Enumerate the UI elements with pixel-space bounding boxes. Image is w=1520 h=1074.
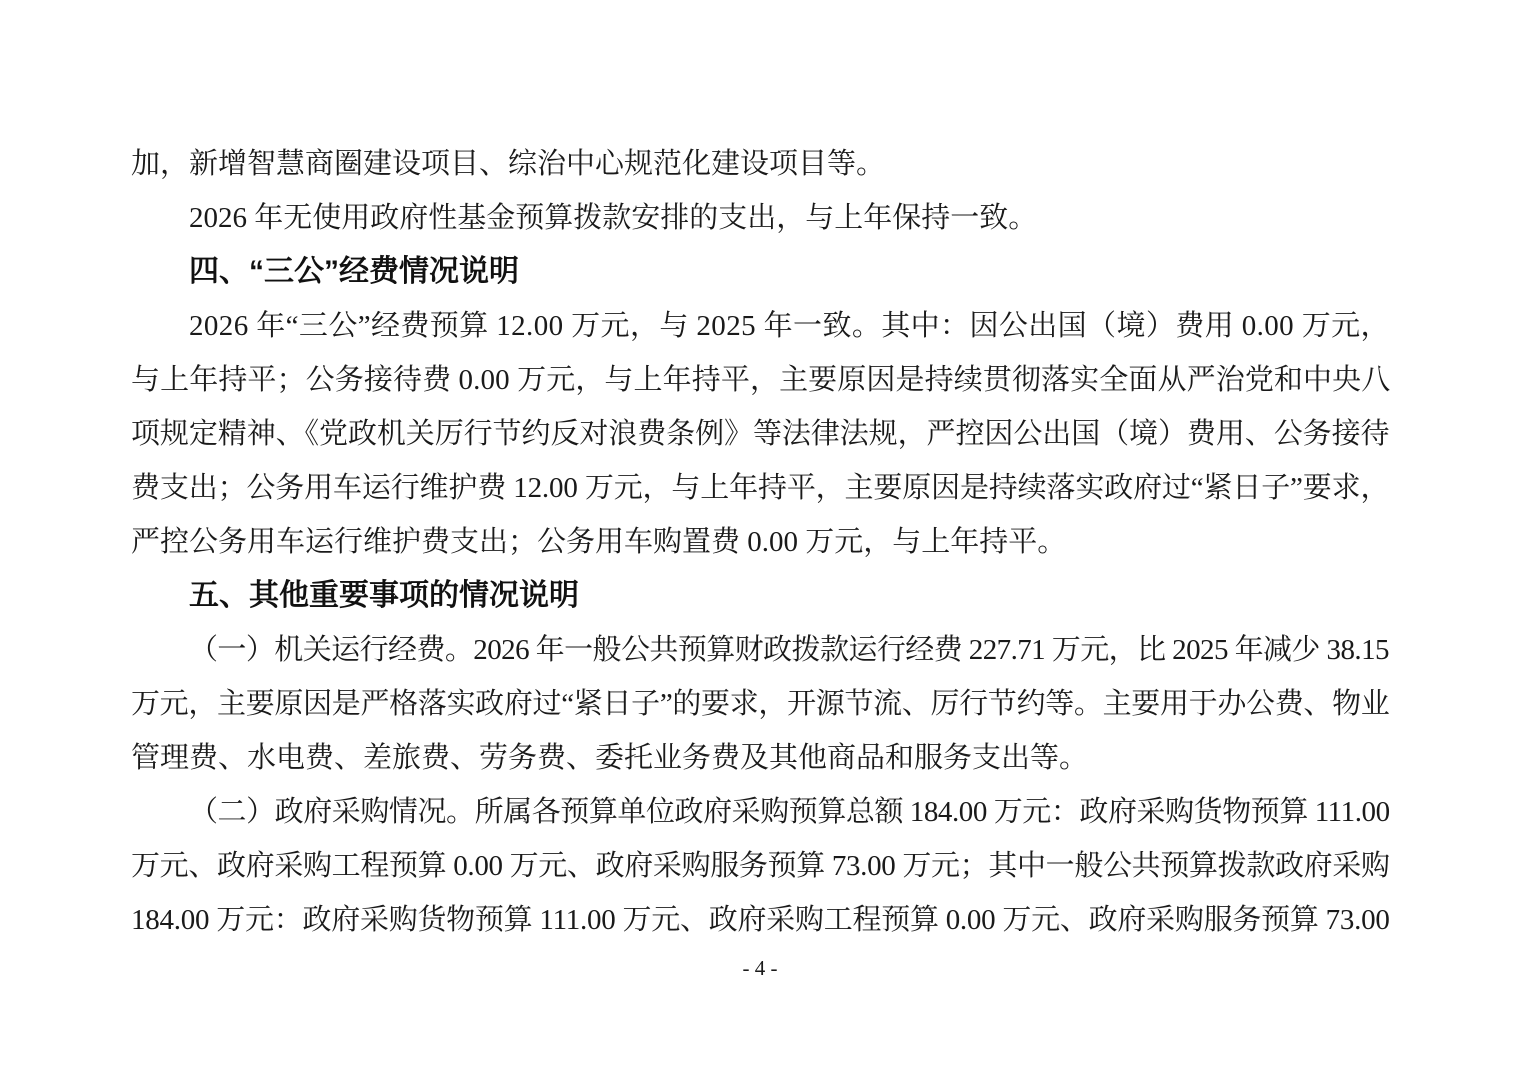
document-body bbox=[131, 137, 1390, 947]
page-footer bbox=[0, 956, 1520, 981]
text-line: 2026 年无使用政府性基金预算拨款安排的支出，与上年保持一致。 bbox=[189, 202, 1038, 234]
text-line: 184.00 万元：政府采购货物预算 111.00 万元、政府采购工程预算 0.00 万元、政府采购服务预算 73.00 bbox=[131, 904, 1390, 936]
text-line: 管理费、水电费、差旅费、劳务费、委托业务费及其他商品和服务支出等。 bbox=[131, 742, 1089, 774]
text-line: 项规定精神、《党政机关厉行节约反对浪费条例》等法律法规，严控因公出国（境）费用、公务接待 bbox=[131, 418, 1390, 450]
text-line: 加，新增智慧商圈建设项目、综治中心规范化建设项目等。 bbox=[131, 148, 886, 180]
text-line: （二）政府采购情况。所属各预算单位政府采购预算总额 184.00 万元：政府采购货物预算 111.00 bbox=[189, 796, 1390, 828]
text-line: 2026 年“三公”经费预算 12.00 万元，与 2025 年一致。其中：因公出国（境）费用 0.00 万元， bbox=[189, 310, 1390, 342]
text-line: （一）机关运行经费。2026 年一般公共预算财政拨款运行经费 227.71 万元，比 2025 年减少 38.15 bbox=[189, 634, 1389, 666]
text-line: 万元、政府采购工程预算 0.00 万元、政府采购服务预算 73.00 万元；其中一般公共预算拨款政府采购 bbox=[131, 850, 1390, 882]
text-line: 费支出；公务用车运行维护费 12.00 万元，与上年持平，主要原因是持续落实政府过“紧日子”要求， bbox=[131, 472, 1390, 504]
text-line: 严控公务用车运行维护费支出；公务用车购置费 0.00 万元，与上年持平。 bbox=[131, 526, 1067, 558]
section-heading: 四、“三公”经费情况说明 bbox=[189, 255, 519, 288]
section-heading: 五、其他重要事项的情况说明 bbox=[189, 579, 579, 612]
text-line: 万元，主要原因是严格落实政府过“紧日子”的要求，开源节流、厉行节约等。主要用于办公费、物业 bbox=[131, 688, 1390, 720]
page-number: - 4 - bbox=[742, 956, 778, 980]
text-line: 与上年持平；公务接待费 0.00 万元，与上年持平，主要原因是持续贯彻落实全面从严治党和中央八 bbox=[131, 364, 1391, 396]
